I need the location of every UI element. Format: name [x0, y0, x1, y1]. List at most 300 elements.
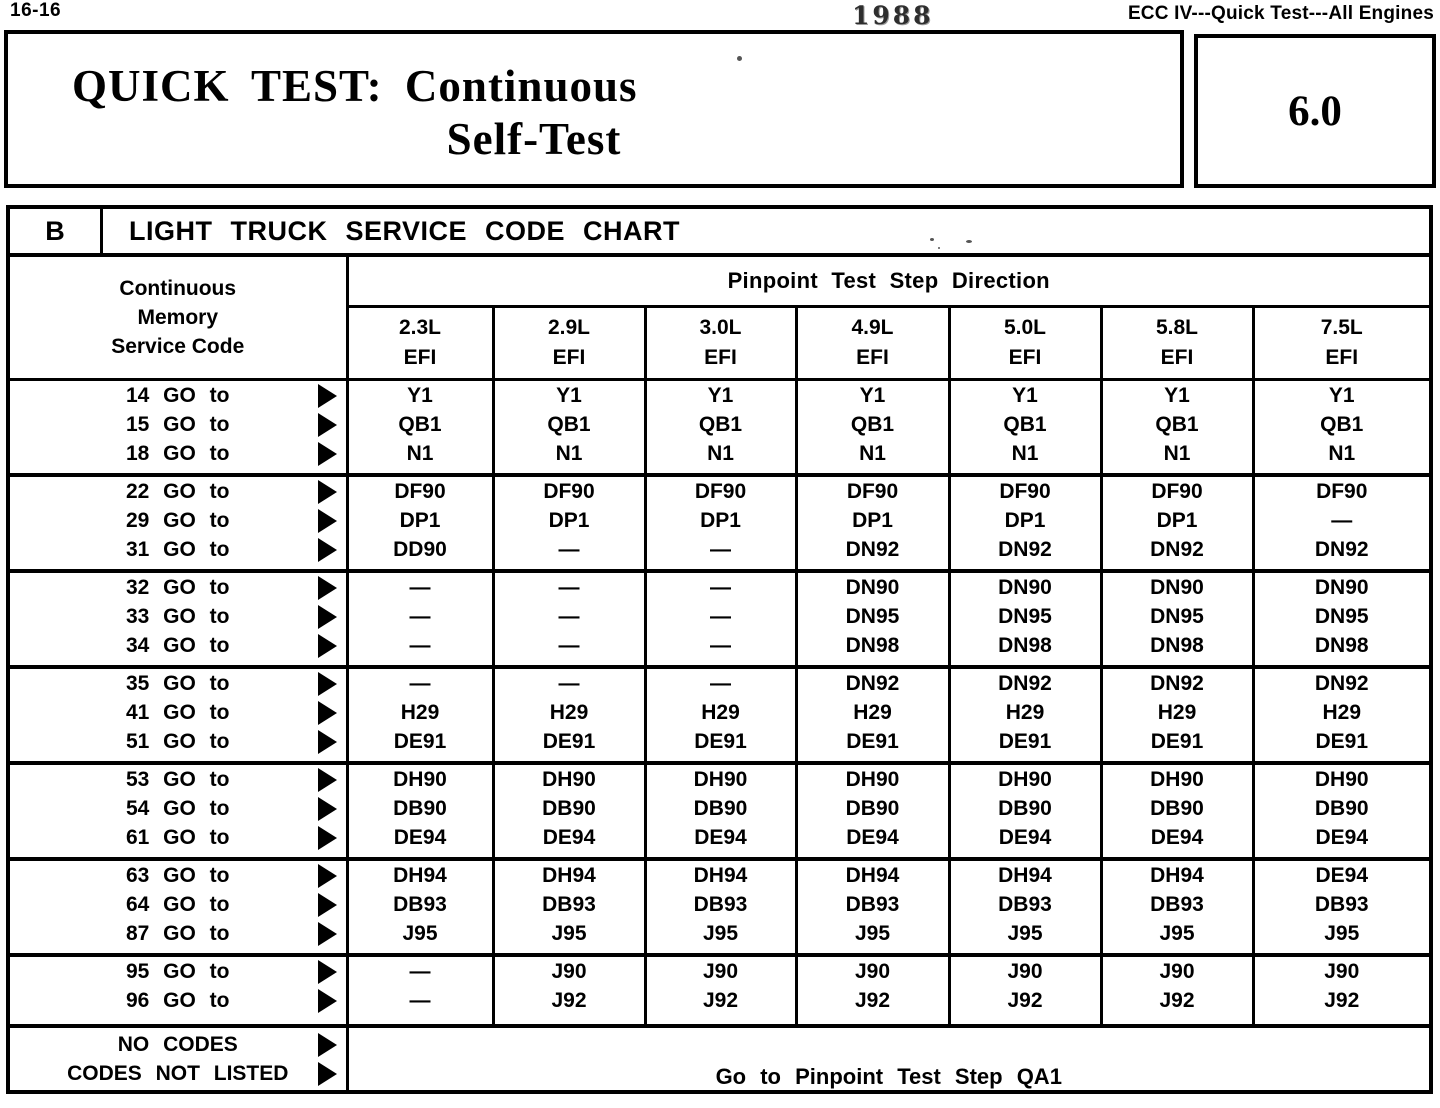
service-code-cell: [493, 763, 645, 859]
code-label: [10, 477, 346, 506]
value-line: DF90: [1316, 480, 1368, 503]
engine-fuel-type: EFI: [1325, 346, 1359, 369]
table-row: [10, 1026, 1429, 1090]
value-line: N1: [1163, 442, 1191, 465]
value-line: DB93: [693, 893, 748, 916]
value-line: Y1: [407, 384, 433, 407]
service-code-cell: [1253, 763, 1429, 859]
service-code-cell: [1253, 475, 1429, 571]
engine-displacement: 2.3L: [398, 316, 442, 339]
service-code-cell: [493, 380, 645, 476]
code-label-cell: [10, 763, 347, 859]
value-line: DD90: [393, 538, 447, 561]
engine-fuel-type: EFI: [704, 346, 737, 369]
service-code-cell: [347, 955, 493, 1026]
value-line: QB1: [1320, 413, 1364, 436]
value-line: DN92: [1314, 672, 1369, 695]
value-line: DN95: [845, 605, 900, 628]
code-label: [10, 573, 346, 602]
value-line: DH90: [393, 768, 447, 791]
go-to-arrow-icon: [318, 960, 337, 984]
value-line: DH94: [693, 864, 748, 887]
code-label-text: 61 GO to: [125, 826, 230, 849]
value-line: DP1: [399, 509, 441, 532]
footer-instruction: Go to Pinpoint Test Step QA1: [347, 1026, 1429, 1090]
service-code-cell: [1253, 859, 1429, 955]
value-line: DN95: [998, 605, 1052, 628]
code-label: [10, 794, 346, 823]
value-line: DE94: [998, 826, 1052, 849]
value-line: N1: [707, 442, 734, 465]
page-title-line1: QUICK TEST: Continuous: [72, 61, 638, 111]
code-label: [10, 957, 346, 986]
value-line: —: [558, 576, 580, 599]
value-line: DN92: [845, 672, 900, 695]
service-code-cell: [1101, 380, 1253, 476]
code-label-text: CODES NOT LISTED: [67, 1062, 289, 1085]
scan-artifact: [930, 238, 934, 241]
engine-displacement: 5.0L: [1003, 316, 1047, 339]
table-row: [10, 859, 1429, 955]
value-line: DE91: [846, 730, 899, 753]
value-line: DH94: [845, 864, 900, 887]
value-line: DH94: [1150, 864, 1204, 887]
value-line: —: [558, 538, 580, 561]
value-line: QB1: [1003, 413, 1047, 436]
value-line: H29: [701, 701, 740, 724]
go-to-arrow-icon: [318, 605, 337, 629]
service-code-cell: [645, 667, 796, 763]
value-line: DN95: [1314, 605, 1369, 628]
table-row: [10, 571, 1429, 667]
code-label-text: 96 GO to: [125, 989, 230, 1012]
service-code-cell: [796, 380, 949, 476]
engine-displacement: 3.0L: [699, 316, 742, 339]
service-code-cell: [493, 571, 645, 667]
value-line: DF90: [694, 480, 747, 503]
service-code-cell: [1101, 763, 1253, 859]
value-line: DE94: [1315, 864, 1369, 887]
section-number-box: [1194, 34, 1436, 188]
service-code-cell: [645, 763, 796, 859]
code-label: [10, 765, 346, 794]
go-to-arrow-icon: [318, 538, 337, 562]
service-code-cell: [1253, 380, 1429, 476]
go-to-arrow-icon: [318, 634, 337, 658]
code-label-text: 51 GO to: [125, 730, 230, 753]
code-label-text: 32 GO to: [125, 576, 230, 599]
value-line: DE94: [1315, 826, 1369, 849]
service-code-cell: [1101, 667, 1253, 763]
row-header-line: Service Code: [111, 335, 245, 358]
code-label: [10, 602, 346, 631]
service-code-cell: [796, 763, 949, 859]
service-code-cell: [347, 475, 493, 571]
service-code-cell: [645, 955, 796, 1026]
go-to-arrow-icon: [318, 576, 337, 600]
code-label-text: 87 GO to: [125, 922, 230, 945]
engine-column-header: [493, 307, 645, 380]
engine-displacement: 4.9L: [851, 316, 894, 339]
service-code-cell: [796, 571, 949, 667]
table-row: [10, 380, 1429, 476]
engine-displacement: 2.9L: [547, 316, 591, 339]
value-line: J95: [702, 922, 739, 945]
value-line: QB1: [850, 413, 895, 436]
service-code-cell: [796, 859, 949, 955]
service-code-cell: [347, 667, 493, 763]
value-line: —: [558, 672, 580, 695]
service-code-cell: [493, 955, 645, 1026]
header-row: [10, 257, 1429, 307]
value-line: DF90: [1151, 480, 1203, 503]
go-to-arrow-icon: [318, 413, 337, 437]
value-line: QB1: [547, 413, 591, 436]
value-line: DB90: [1150, 797, 1204, 820]
code-label-text: 41 GO to: [125, 701, 230, 724]
code-label-text: 53 GO to: [125, 768, 230, 791]
table-row: [10, 475, 1429, 571]
code-label: [10, 986, 346, 1015]
value-line: DN92: [998, 672, 1052, 695]
code-label: [10, 535, 346, 564]
value-line: DE91: [1150, 730, 1204, 753]
engine-column-header: [796, 307, 949, 380]
value-line: J92: [1159, 989, 1195, 1012]
value-line: DN95: [1150, 605, 1204, 628]
value-line: —: [409, 989, 431, 1012]
code-label-text: 34 GO to: [125, 634, 230, 657]
service-code-cell: [493, 667, 645, 763]
running-header: ECC IV---Quick Test---All Engines: [1127, 3, 1434, 24]
value-line: DB93: [998, 893, 1052, 916]
go-to-arrow-icon: [318, 922, 337, 946]
code-label: [10, 861, 346, 890]
go-to-arrow-icon: [318, 826, 337, 850]
table-row: [10, 667, 1429, 763]
service-code-cell: [796, 667, 949, 763]
value-line: —: [409, 576, 431, 599]
value-line: DP1: [548, 509, 590, 532]
service-code-cell: [493, 859, 645, 955]
value-line: DN92: [1150, 538, 1204, 561]
year-stamp: 1988: [852, 1, 934, 30]
scan-artifact: [938, 247, 940, 249]
service-code-cell: [347, 571, 493, 667]
value-line: DH90: [998, 768, 1052, 791]
code-label-text: 29 GO to: [125, 509, 230, 532]
service-code-cell: [347, 380, 493, 476]
go-to-arrow-icon: [318, 768, 337, 792]
engine-column-header: [347, 307, 493, 380]
value-line: DH94: [998, 864, 1052, 887]
page-title-line2: Self-Test: [446, 114, 622, 164]
value-line: DB90: [1314, 797, 1369, 820]
value-line: J90: [1159, 960, 1195, 983]
value-line: DN90: [1314, 576, 1369, 599]
value-line: —: [409, 960, 431, 983]
service-code-cell: [347, 859, 493, 955]
service-code-cell: [796, 955, 949, 1026]
value-line: J90: [854, 960, 891, 983]
engine-displacement: 7.5L: [1320, 316, 1363, 339]
code-label-text: 64 GO to: [125, 893, 230, 916]
code-label: [10, 669, 346, 698]
code-label-text: 18 GO to: [125, 442, 230, 465]
value-line: J95: [551, 922, 587, 945]
value-line: QB1: [398, 413, 442, 436]
span-header: Pinpoint Test Step Direction: [347, 257, 1429, 307]
value-line: DF90: [846, 480, 899, 503]
value-line: DP1: [700, 509, 741, 532]
value-line: DE91: [542, 730, 596, 753]
value-line: H29: [853, 701, 892, 724]
service-code-chart: [6, 205, 1433, 1094]
code-label-text: 15 GO to: [125, 413, 230, 436]
title-box: [4, 30, 1184, 188]
value-line: DP1: [1156, 509, 1198, 532]
code-label-cell: [10, 667, 347, 763]
value-line: —: [558, 605, 580, 628]
service-code-cell: [493, 475, 645, 571]
value-line: N1: [406, 442, 434, 465]
value-line: J90: [1324, 960, 1360, 983]
code-label-cell: [10, 475, 347, 571]
value-line: DB93: [1314, 893, 1369, 916]
scan-artifact: [737, 56, 742, 61]
code-label: [10, 410, 346, 439]
service-code-cell: [796, 475, 949, 571]
service-code-cell: [645, 380, 796, 476]
value-line: J92: [1324, 989, 1360, 1012]
value-line: —: [710, 634, 731, 657]
go-to-arrow-icon: [318, 797, 337, 821]
go-to-arrow-icon: [318, 701, 337, 725]
code-label: [10, 919, 346, 948]
go-to-arrow-icon: [318, 1062, 337, 1086]
engine-fuel-type: EFI: [552, 346, 586, 369]
value-line: J95: [1007, 922, 1043, 945]
value-line: —: [710, 605, 731, 628]
code-label: [10, 1059, 346, 1088]
value-line: DB93: [1150, 893, 1204, 916]
go-to-arrow-icon: [318, 509, 337, 533]
scan-artifact: [966, 240, 972, 243]
value-line: QB1: [1155, 413, 1199, 436]
value-line: DN92: [845, 538, 900, 561]
code-label-text: 14 GO to: [125, 384, 230, 407]
service-code-cell: [949, 955, 1101, 1026]
value-line: QB1: [698, 413, 743, 436]
service-code-cell: [347, 763, 493, 859]
value-line: DH90: [1150, 768, 1204, 791]
service-code-cell: [1253, 955, 1429, 1026]
go-to-arrow-icon: [318, 384, 337, 408]
value-line: —: [710, 538, 731, 561]
go-to-arrow-icon: [318, 989, 337, 1013]
value-line: H29: [400, 701, 440, 724]
value-line: DN90: [1150, 576, 1204, 599]
value-line: DB93: [845, 893, 900, 916]
code-label-text: 95 GO to: [125, 960, 230, 983]
service-code-cell: [645, 859, 796, 955]
chart-title: LIGHT TRUCK SERVICE CODE CHART: [129, 215, 681, 246]
row-header-line: Memory: [137, 306, 219, 329]
value-line: Y1: [1012, 384, 1038, 407]
code-label: [10, 727, 346, 756]
value-line: DH90: [845, 768, 900, 791]
value-line: —: [558, 634, 580, 657]
value-line: Y1: [556, 384, 582, 407]
page-number: 16-16: [10, 0, 62, 21]
value-line: J92: [551, 989, 587, 1012]
value-line: DB90: [845, 797, 900, 820]
value-line: DH90: [693, 768, 748, 791]
code-label-cell: [10, 1026, 347, 1090]
value-line: J95: [1159, 922, 1195, 945]
value-line: Y1: [1164, 384, 1190, 407]
section-number: 6.0: [1288, 87, 1342, 135]
code-label: [10, 631, 346, 660]
service-code-cell: [949, 763, 1101, 859]
value-line: DP1: [1004, 509, 1046, 532]
value-line: DE91: [694, 730, 747, 753]
value-line: —: [1331, 509, 1353, 532]
value-line: J90: [551, 960, 587, 983]
code-label-text: 54 GO to: [125, 797, 230, 820]
value-line: DN98: [845, 634, 900, 657]
value-line: N1: [1011, 442, 1039, 465]
code-label-text: 35 GO to: [125, 672, 230, 695]
value-line: DF90: [543, 480, 595, 503]
value-line: DN92: [1150, 672, 1204, 695]
value-line: J95: [854, 922, 891, 945]
service-code-cell: [1253, 571, 1429, 667]
service-code-cell: [1101, 571, 1253, 667]
value-line: DE94: [694, 826, 747, 849]
value-line: DN98: [1150, 634, 1204, 657]
value-line: H29: [1157, 701, 1197, 724]
value-line: DF90: [999, 480, 1051, 503]
code-label-cell: [10, 859, 347, 955]
value-line: DH94: [542, 864, 596, 887]
engine-fuel-type: EFI: [1008, 346, 1042, 369]
chart-index-letter: B: [10, 209, 103, 253]
service-code-cell: [645, 475, 796, 571]
value-line: J95: [402, 922, 438, 945]
code-label-text: 31 GO to: [125, 538, 230, 561]
code-label-cell: [10, 571, 347, 667]
value-line: N1: [1328, 442, 1356, 465]
code-label: [10, 506, 346, 535]
go-to-arrow-icon: [318, 480, 337, 504]
value-line: H29: [1005, 701, 1045, 724]
value-line: Y1: [859, 384, 886, 407]
code-label: [10, 823, 346, 852]
value-line: DE91: [998, 730, 1052, 753]
value-line: DN90: [845, 576, 900, 599]
value-line: DE91: [1315, 730, 1369, 753]
code-label: [10, 698, 346, 727]
value-line: J92: [702, 989, 739, 1012]
value-line: DB90: [998, 797, 1052, 820]
value-line: Y1: [707, 384, 734, 407]
service-code-cell: [949, 475, 1101, 571]
value-line: DP1: [852, 509, 893, 532]
code-label-cell: [10, 955, 347, 1026]
code-label-cell: [10, 380, 347, 476]
service-code-cell: [949, 571, 1101, 667]
service-code-cell: [949, 380, 1101, 476]
value-line: DB90: [393, 797, 447, 820]
code-label: [10, 890, 346, 919]
value-line: DH90: [542, 768, 596, 791]
value-line: DE94: [393, 826, 447, 849]
engine-column-header: [949, 307, 1101, 380]
value-line: DE94: [542, 826, 596, 849]
value-line: Y1: [1328, 384, 1355, 407]
engine-fuel-type: EFI: [856, 346, 889, 369]
service-code-cell: [949, 859, 1101, 955]
service-code-cell: [949, 667, 1101, 763]
table-row: [10, 763, 1429, 859]
value-line: N1: [859, 442, 886, 465]
value-line: DB90: [542, 797, 596, 820]
go-to-arrow-icon: [318, 672, 337, 696]
value-line: —: [710, 672, 731, 695]
code-label: [10, 1030, 346, 1059]
value-line: J92: [854, 989, 891, 1012]
engine-displacement: 5.8L: [1155, 316, 1199, 339]
value-line: DB93: [542, 893, 596, 916]
engine-column-header: [1253, 307, 1429, 380]
service-code-cell: [645, 571, 796, 667]
value-line: DF90: [394, 480, 446, 503]
engine-column-header: [645, 307, 796, 380]
value-line: DH90: [1314, 768, 1369, 791]
value-line: DN98: [998, 634, 1052, 657]
go-to-arrow-icon: [318, 1033, 337, 1057]
value-line: H29: [1322, 701, 1362, 724]
value-line: DN90: [998, 576, 1052, 599]
code-label-text: 63 GO to: [125, 864, 230, 887]
value-line: J90: [702, 960, 739, 983]
go-to-arrow-icon: [318, 730, 337, 754]
value-line: DN98: [1314, 634, 1369, 657]
service-code-table: [10, 257, 1429, 1090]
code-label-text: 22 GO to: [125, 480, 230, 503]
value-line: N1: [555, 442, 583, 465]
value-line: J95: [1324, 922, 1360, 945]
code-label: [10, 439, 346, 468]
go-to-arrow-icon: [318, 864, 337, 888]
value-line: —: [409, 634, 431, 657]
value-line: DE94: [846, 826, 899, 849]
value-line: DH94: [393, 864, 447, 887]
chart-header-band: [10, 209, 1429, 257]
go-to-arrow-icon: [318, 893, 337, 917]
service-code-cell: [1101, 475, 1253, 571]
engine-fuel-type: EFI: [1160, 346, 1194, 369]
value-line: DB93: [393, 893, 447, 916]
row-header: [10, 257, 347, 380]
value-line: J92: [1007, 989, 1043, 1012]
code-label-text: 33 GO to: [125, 605, 230, 628]
value-line: DN92: [1314, 538, 1369, 561]
engine-column-header: [1101, 307, 1253, 380]
go-to-arrow-icon: [318, 442, 337, 466]
service-code-cell: [1253, 667, 1429, 763]
